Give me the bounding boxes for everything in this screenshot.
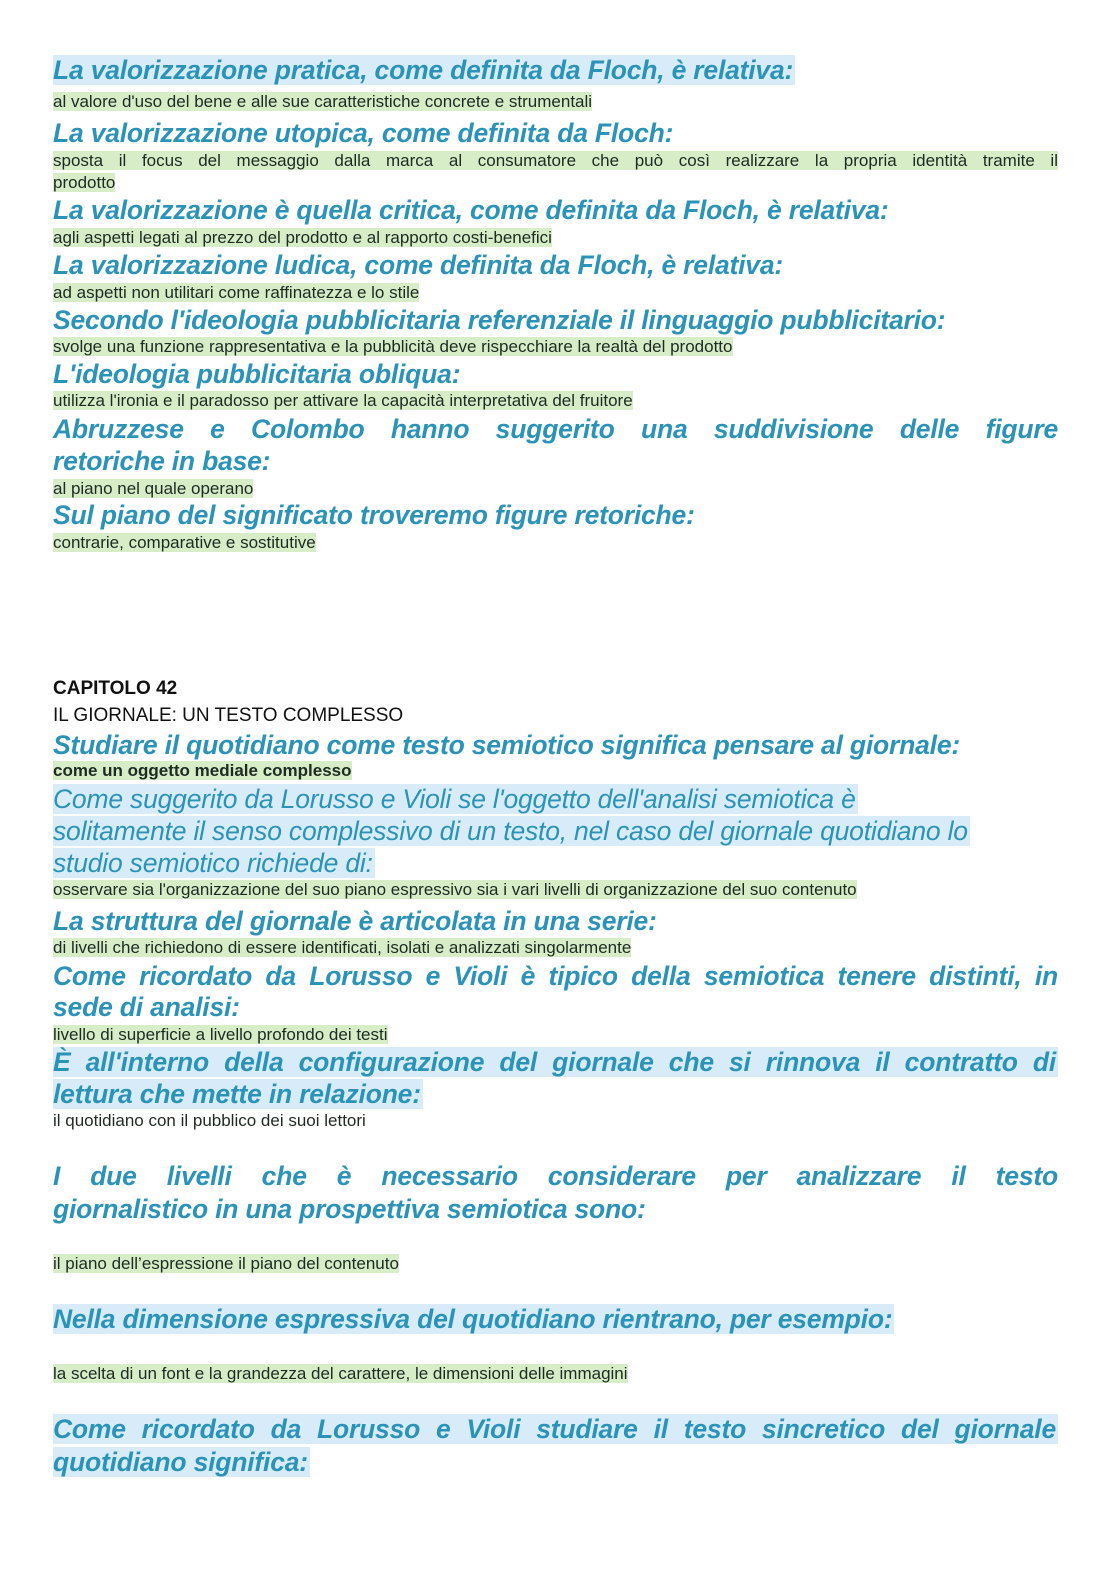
- answer-text: come un oggetto mediale complesso: [53, 761, 352, 780]
- question-heading: L'ideologia pubblicitaria obliqua:: [53, 359, 461, 389]
- question-heading: lettura che mette in relazione:: [53, 1079, 421, 1109]
- question-heading: sede di analisi:: [53, 992, 240, 1022]
- question-heading: Come ricordato da Lorusso e Violi studiare il testo sincretico del giornale: [53, 1414, 1056, 1444]
- question-heading: I due livelli che è necessario considerare per analizzare il testo: [53, 1161, 1058, 1191]
- answer-text: il quotidiano con il pubblico dei suoi lettori: [53, 1111, 366, 1130]
- question-heading: Studiare il quotidiano come testo semiotico significa pensare al giornale:: [53, 730, 961, 760]
- question-heading: La valorizzazione è quella critica, come definita da Floch, è relativa:: [53, 195, 889, 225]
- chapter-subtitle: IL GIORNALE: UN TESTO COMPLESSO: [53, 705, 404, 726]
- question-heading: studio semiotico richiede di:: [53, 848, 373, 878]
- answer-text: la scelta di un font e la grandezza del carattere, le dimensioni delle immagini: [53, 1364, 628, 1383]
- answer-text: agli aspetti legati al prezzo del prodotto e al rapporto costi-benefici: [53, 228, 552, 247]
- chapter-title: CAPITOLO 42: [53, 678, 178, 699]
- answer-text: prodotto: [53, 173, 116, 192]
- answer-text: sposta il focus del messaggio dalla marca al consumatore che può così realizzare la propria identità tramite il: [53, 151, 1058, 170]
- question-heading: Secondo l'ideologia pubblicitaria referenziale il linguaggio pubblicitario:: [53, 305, 946, 335]
- answer-text: livello di superficie a livello profondo dei testi: [53, 1025, 388, 1044]
- answer-text: osservare sia l'organizzazione del suo piano espressivo sia i vari livelli di organizzazione del suo contenuto: [53, 880, 857, 899]
- question-heading: Sul piano del significato troveremo figure retoriche:: [53, 500, 695, 530]
- question-heading: Abruzzese e Colombo hanno suggerito una suddivisione delle figure: [53, 414, 1058, 444]
- question-heading: Nella dimensione espressiva del quotidiano rientrano, per esempio:: [53, 1304, 893, 1334]
- answer-text: svolge una funzione rappresentativa e la pubblicità deve rispecchiare la realtà del prodotto: [53, 337, 733, 356]
- answer-text: utilizza l'ironia e il paradosso per attivare la capacità interpretativa del fruitore: [53, 391, 633, 410]
- question-heading: La valorizzazione utopica, come definita da Floch:: [53, 118, 674, 148]
- question-heading: quotidiano significa:: [53, 1447, 308, 1477]
- answer-text: ad aspetti non utilitari come raffinatezza e lo stile: [53, 283, 420, 302]
- answer-text: contrarie, comparative e sostitutive: [53, 533, 316, 552]
- answer-text: al valore d'uso del bene e alle sue caratteristiche concrete e strumentali: [53, 92, 593, 111]
- question-heading: È all'interno della configurazione del giornale che si rinnova il contratto di: [53, 1047, 1056, 1077]
- question-heading: Come ricordato da Lorusso e Violi è tipico della semiotica tenere distinti, in: [53, 961, 1058, 991]
- question-heading: retoriche in base:: [53, 446, 271, 476]
- answer-text: di livelli che richiedono di essere identificati, isolati e analizzati singolarmente: [53, 938, 632, 957]
- answer-text: al piano nel quale operano: [53, 479, 254, 498]
- question-heading: Come suggerito da Lorusso e Violi se l'oggetto dell'analisi semiotica è: [53, 784, 856, 814]
- question-heading: solitamente il senso complessivo di un testo, nel caso del giornale quotidiano lo: [53, 816, 968, 846]
- answer-text: il piano dell’espressione il piano del contenuto: [53, 1254, 399, 1273]
- question-heading: La valorizzazione ludica, come definita da Floch, è relativa:: [53, 250, 784, 280]
- question-heading: giornalistico in una prospettiva semiotica sono:: [53, 1194, 646, 1224]
- question-heading: La struttura del giornale è articolata in una serie:: [53, 906, 657, 936]
- question-heading: La valorizzazione pratica, come definita da Floch, è relativa:: [53, 55, 794, 85]
